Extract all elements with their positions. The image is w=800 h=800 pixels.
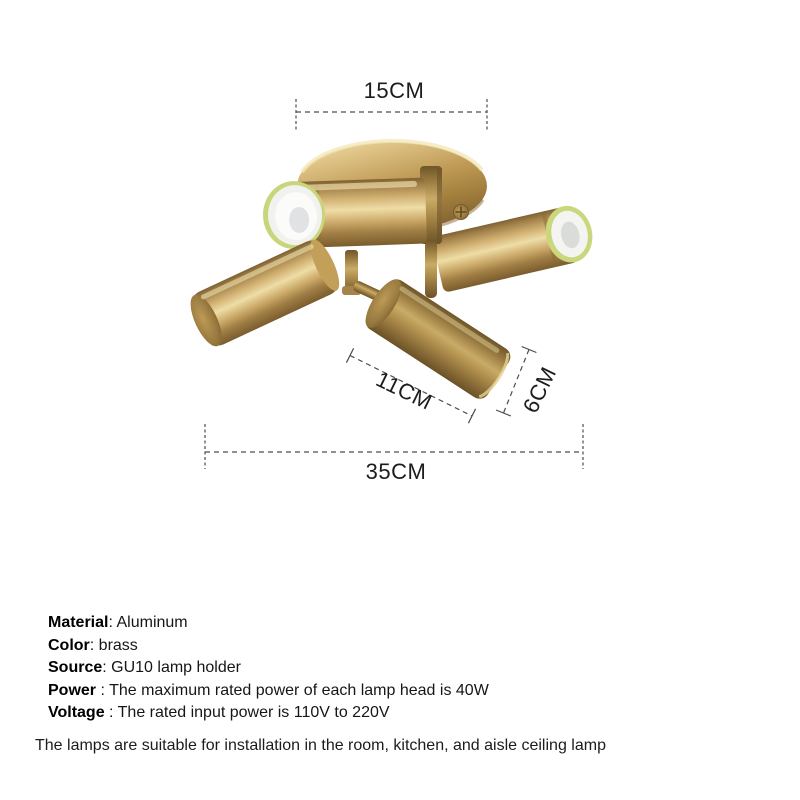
spec-label: Voltage — [48, 704, 105, 721]
spec-value: Aluminum — [116, 614, 188, 631]
dim-label-11cm: 11CM — [372, 366, 437, 415]
spec-separator: : — [108, 614, 117, 631]
spec-value: GU10 lamp holder — [111, 659, 241, 676]
spec-row-source — [48, 657, 768, 680]
spec-value: The maximum rated power of each lamp head is 40W — [109, 681, 489, 699]
dim-label-6cm: 6CM — [517, 362, 562, 417]
spec-separator: : — [89, 636, 99, 654]
spec-row-color — [48, 635, 768, 658]
spec-list — [48, 612, 768, 725]
spec-separator: : — [104, 704, 118, 721]
spec-row-material — [48, 612, 768, 635]
spec-row-power — [48, 680, 768, 703]
spec-value: The rated input power is 110V to 220V — [117, 704, 390, 721]
spec-label: Color — [48, 636, 90, 654]
spec-label: Power — [48, 681, 97, 699]
spec-label: Source — [48, 659, 103, 676]
spec-separator: : — [102, 659, 112, 676]
spec-row-voltage — [48, 702, 768, 725]
screw — [454, 205, 469, 220]
spec-value: brass — [98, 636, 138, 654]
usage-note: The lamps are suitable for installation in the room, kitchen, and aisle ceiling lamp — [35, 737, 606, 754]
lamp-head-upper-left — [262, 177, 427, 251]
spec-label: Material — [48, 614, 109, 631]
spec-separator: : — [96, 681, 110, 699]
dim-label-15cm: 15CM — [363, 78, 425, 103]
lamp-head-lower-left — [184, 235, 345, 351]
dim-label-35cm: 35CM — [365, 459, 427, 484]
